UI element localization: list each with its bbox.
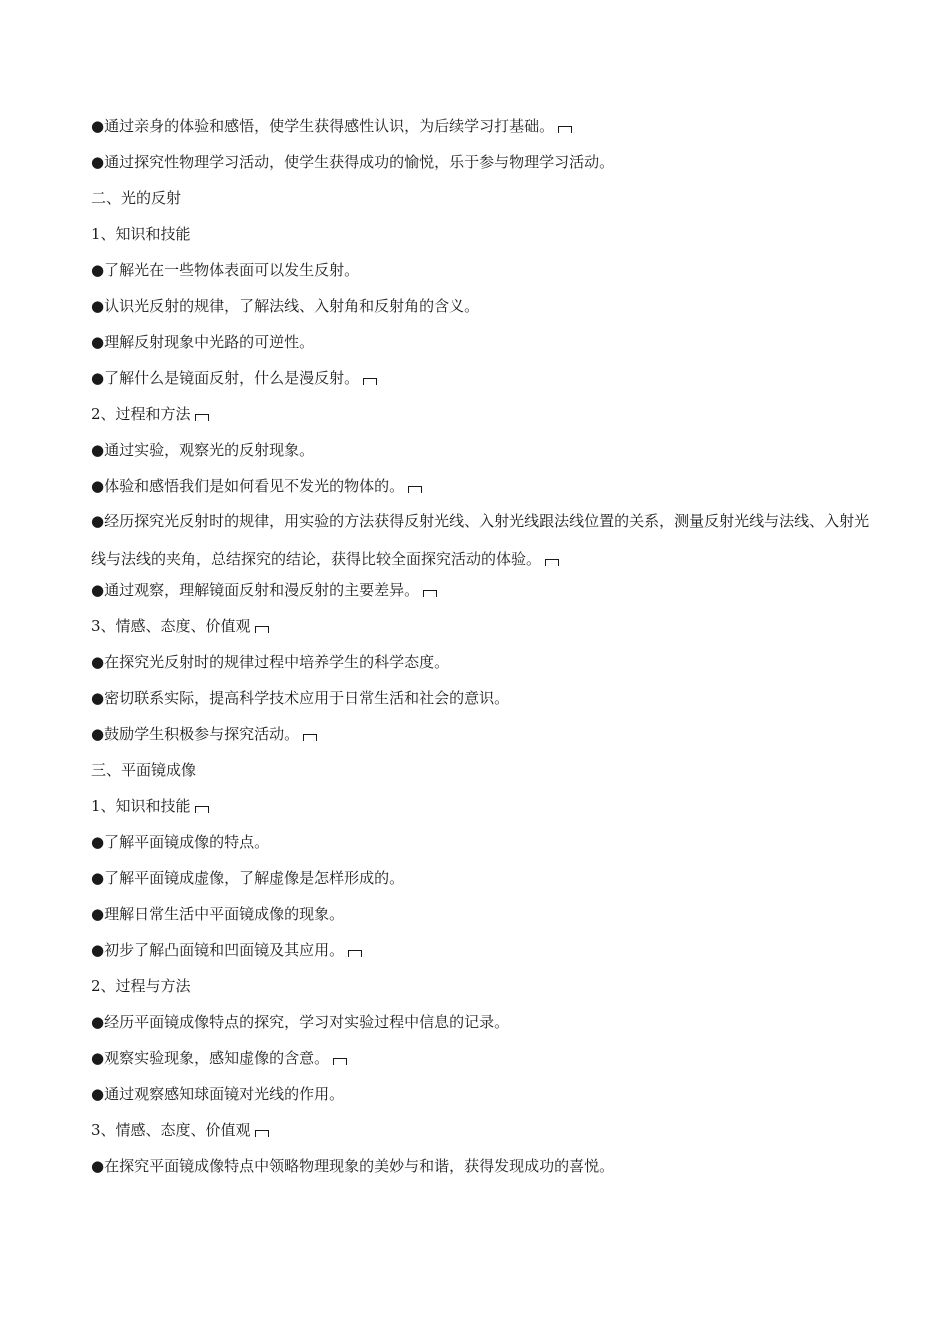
text-line [91, 184, 871, 220]
text-line [91, 576, 871, 612]
text-line [91, 328, 871, 364]
text-line [91, 148, 871, 184]
text-line-content: ●通过实验，观察光的反射现象。 [91, 441, 315, 459]
text-line-content: ●在探究平面镜成像特点中领略物理现象的美妙与和谐，获得发现成功的喜悦。 [91, 1157, 615, 1175]
text-line-content: ●体验和感悟我们是如何看见不发光的物体的。 [91, 477, 405, 495]
text-line-content: 2、过程和方法 [91, 405, 191, 423]
text-line-content: 1、知识和技能 [91, 797, 191, 815]
text-line-content: ●通过观察感知球面镜对光线的作用。 [91, 1085, 345, 1103]
text-line-content: ●密切联系实际，提高科学技术应用于日常生活和社会的意识。 [91, 689, 510, 707]
paragraph-mark-icon [303, 734, 317, 741]
text-line-content: 3、情感、态度、价值观 [91, 617, 251, 635]
text-line [91, 972, 871, 1008]
text-line [91, 720, 871, 756]
text-line-content: 二、光的反射 [91, 189, 182, 207]
text-line [91, 1008, 871, 1044]
text-line [91, 1152, 871, 1188]
text-line-content: ●通过观察，理解镜面反射和漫反射的主要差异。 [91, 581, 420, 599]
text-line [91, 292, 871, 328]
text-line-content: 三、平面镜成像 [91, 761, 197, 779]
paragraph-mark-icon [333, 1058, 347, 1065]
text-line [91, 828, 871, 864]
text-line [91, 756, 871, 792]
paragraph-mark-icon [408, 486, 422, 493]
text-line [91, 864, 871, 900]
paragraph-mark-icon [255, 626, 269, 633]
paragraph-mark-icon [363, 378, 377, 385]
paragraph-mark-icon [545, 559, 559, 566]
paragraph-mark-icon [195, 414, 209, 421]
paragraph-mark-icon [255, 1130, 269, 1137]
text-line-content: ●经历平面镜成像特点的探究，学习对实验过程中信息的记录。 [91, 1013, 510, 1031]
text-line-content: ●观察实验现象，感知虚像的含意。 [91, 1049, 330, 1067]
text-line-content: ●了解平面镜成像的特点。 [91, 833, 270, 851]
paragraph-mark-icon [558, 126, 572, 133]
text-line [91, 436, 871, 472]
text-line [91, 400, 871, 436]
text-line-content: ●理解反射现象中光路的可逆性。 [91, 333, 315, 351]
text-line [91, 364, 871, 400]
text-line [91, 1080, 871, 1116]
text-line-content: ●在探究光反射时的规律过程中培养学生的科学态度。 [91, 653, 450, 671]
paragraph-mark-icon [423, 590, 437, 597]
text-line-content: ●了解什么是镜面反射，什么是漫反射。 [91, 369, 360, 387]
text-line-content: ●理解日常生活中平面镜成像的现象。 [91, 905, 345, 923]
text-line [91, 648, 871, 684]
text-line [91, 612, 871, 648]
text-line-content: ●通过探究性物理学习活动，使学生获得成功的愉悦，乐于参与物理学习活动。 [91, 153, 615, 171]
text-line [91, 1044, 871, 1080]
text-line [91, 936, 871, 972]
paragraph-mark-icon [195, 806, 209, 813]
text-line-content: ●通过亲身的体验和感悟，使学生获得感性认识，为后续学习打基础。 [91, 117, 555, 135]
text-line-content: ●初步了解凸面镜和凹面镜及其应用。 [91, 941, 345, 959]
text-line [91, 684, 871, 720]
text-line-content: 3、情感、态度、价值观 [91, 1121, 251, 1139]
paragraph-mark-icon [348, 950, 362, 957]
text-line-content: ●经历探究光反射时的规律，用实验的方法获得反射光线、入射光线跟法线位置的关系，测量反射光线与法线、入射光线与法线的夹角，总结探究的结论，获得比较全面探究活动的体验。 [91, 512, 870, 568]
text-line-content: ●鼓励学生积极参与探究活动。 [91, 725, 300, 743]
text-line-content: ●认识光反射的规律，了解法线、入射角和反射角的含义。 [91, 297, 480, 315]
document-body [91, 112, 871, 1188]
text-line-content: 2、过程与方法 [91, 977, 191, 995]
text-line [91, 1116, 871, 1152]
text-line [91, 220, 871, 256]
text-line-content: ●了解光在一些物体表面可以发生反射。 [91, 261, 360, 279]
text-line [91, 792, 871, 828]
text-line [91, 112, 871, 148]
text-line [91, 900, 871, 936]
text-line [91, 502, 871, 578]
text-line-content: ●了解平面镜成虚像，了解虚像是怎样形成的。 [91, 869, 405, 887]
text-line [91, 256, 871, 292]
text-line-content: 1、知识和技能 [91, 225, 191, 243]
